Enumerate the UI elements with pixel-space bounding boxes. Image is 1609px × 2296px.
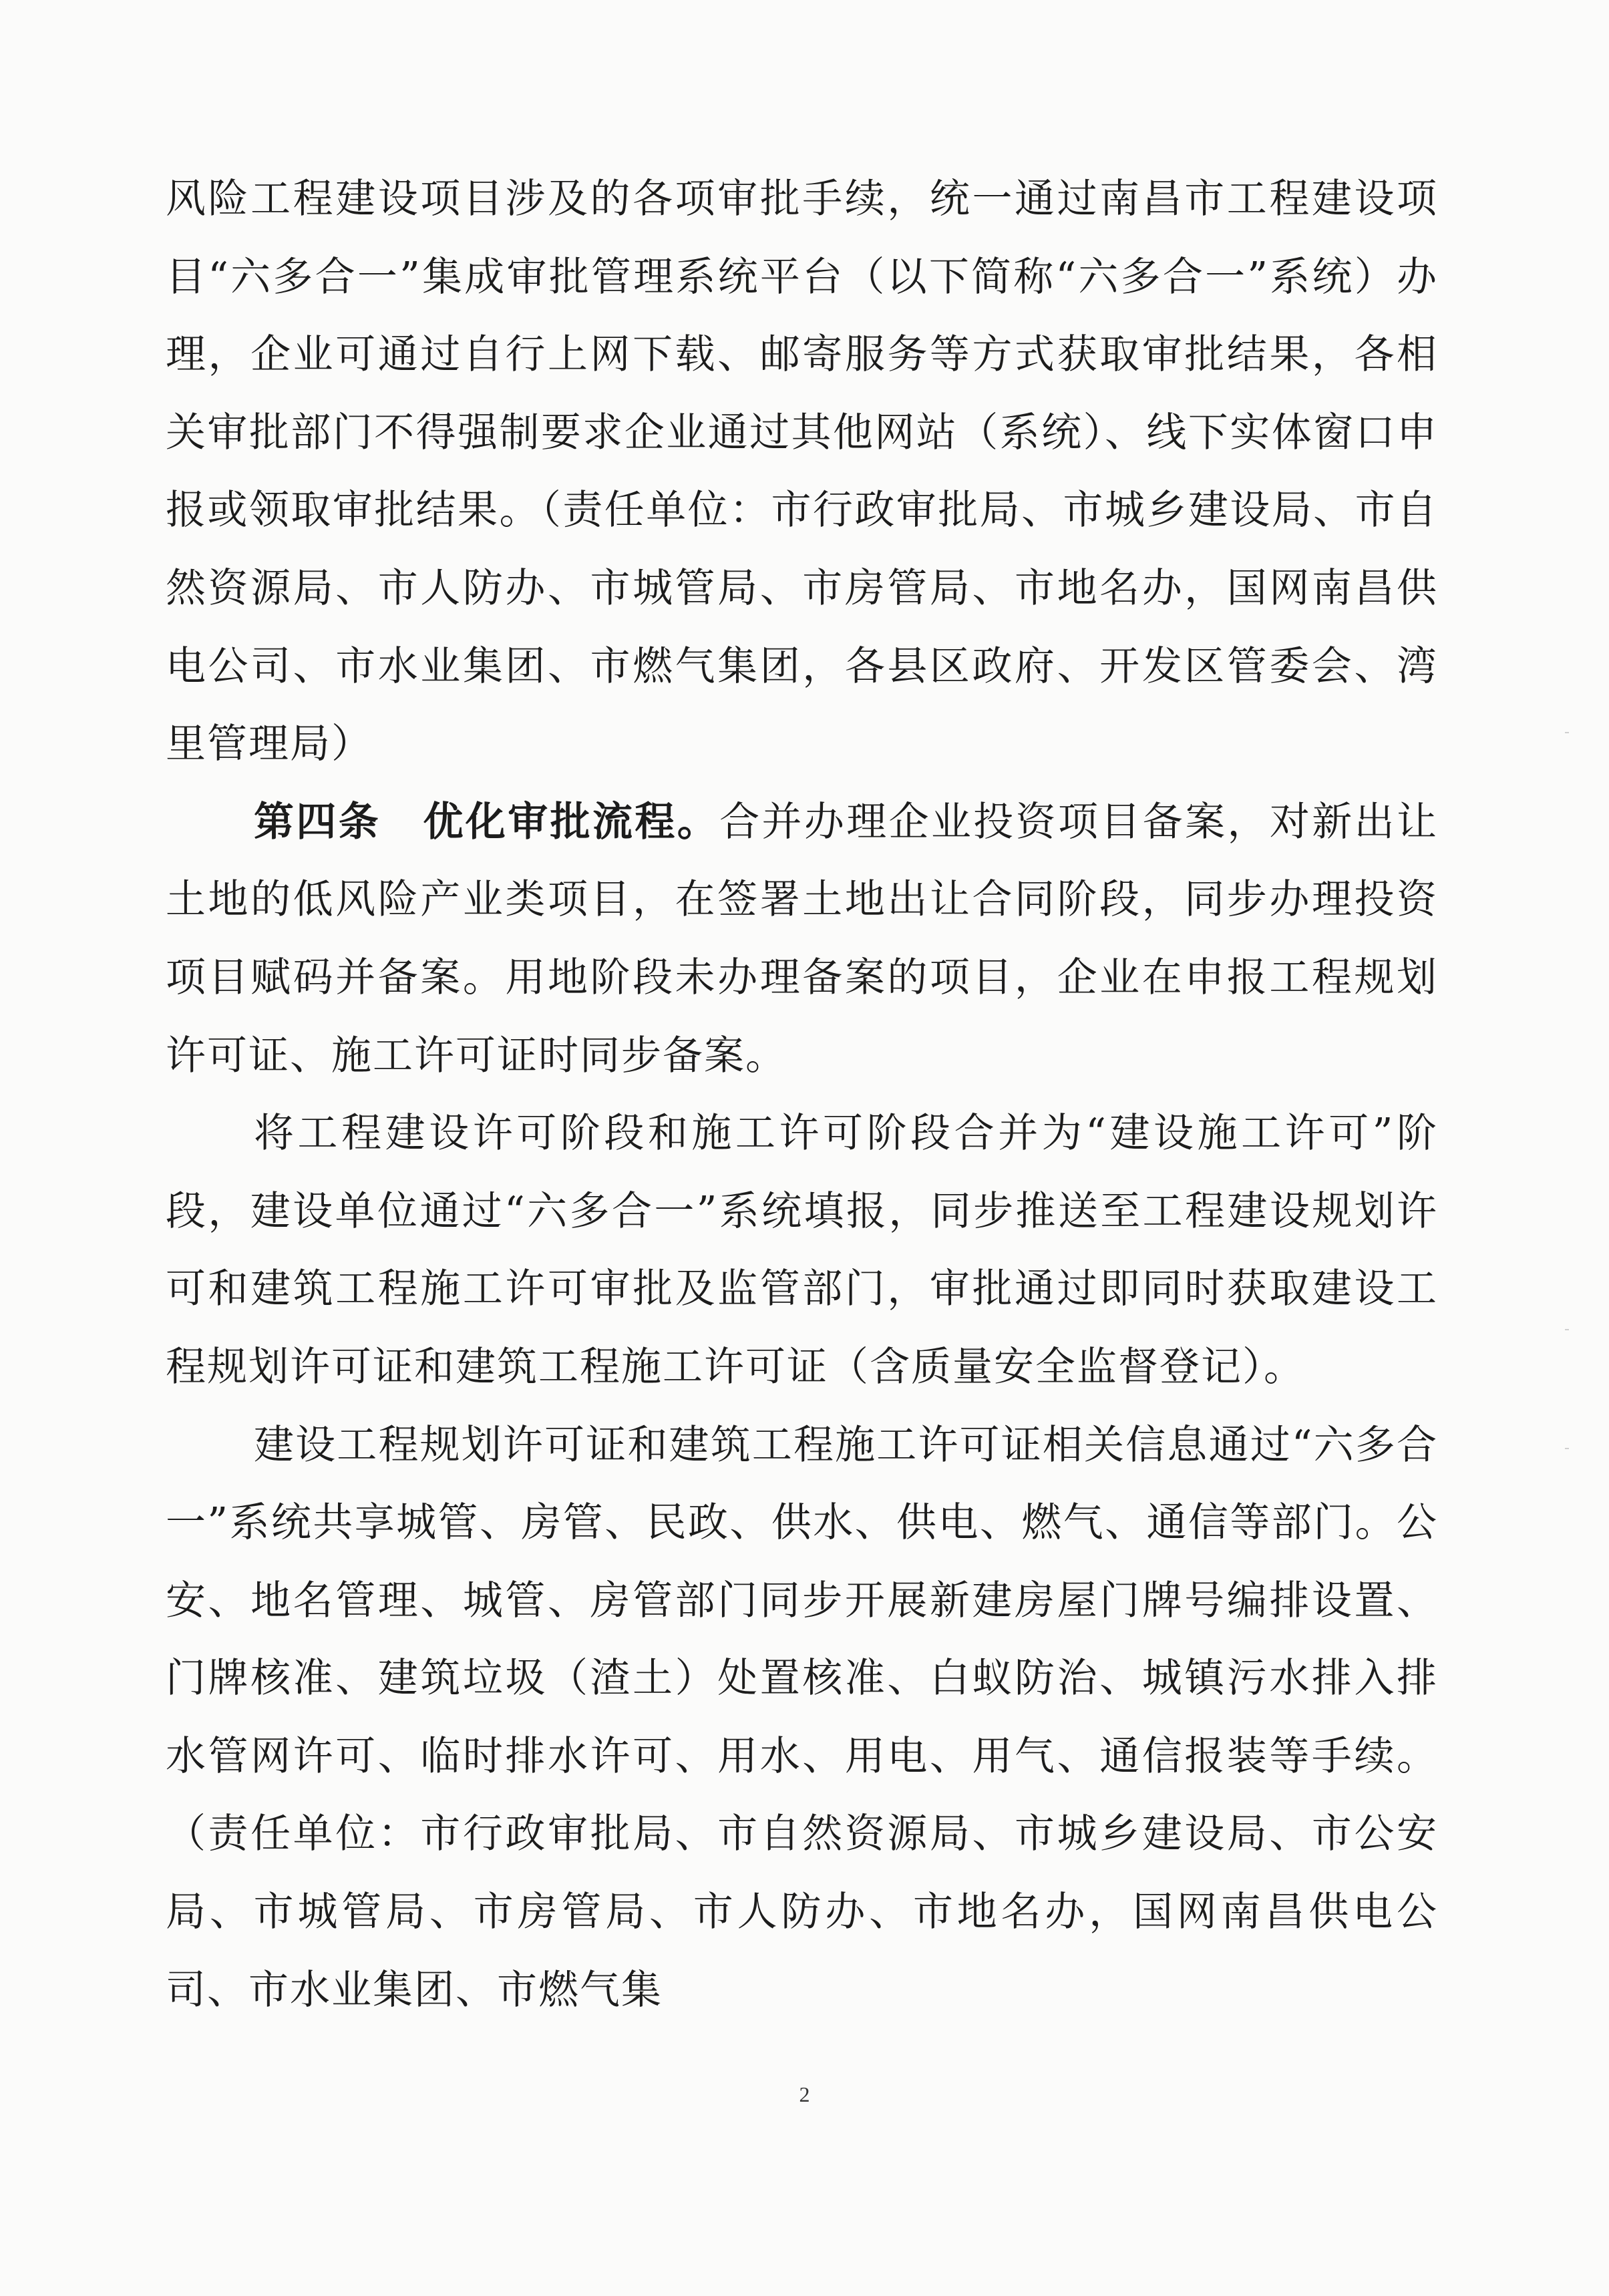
paragraph-merge-stages [166, 1095, 1438, 1406]
scan-speck [1565, 1329, 1569, 1330]
scan-speck [1565, 732, 1569, 733]
paragraph-text: 建设工程规划许可证和建筑工程施工许可证相关信息通过“六多合一”系统共享城管、房管、民政、供水、供电、燃气、通信等部门。公安、地名管理、城管、房管部门同步开展新建房屋门牌号编排设置、门牌核准、建筑垃圾（渣土）处置核准、白蚁防治、城镇污水排入排水管网许可、临时排水许可、用水、用电、用气、通信报装等手续。（责任单位：市行政审批局、市自然资源局、市城乡建设局、市公安局、市城管局、市房管局、市人防办、市地名办，国网南昌供电公司、市水业集团、市燃气集 [166, 1421, 1438, 2014]
paragraph-text: 风险工程建设项目涉及的各项审批手续，统一通过南昌市工程建设项目“六多合一”集成审批管理系统平台（以下简称“六多合一”系统）办理，企业可通过自行上网下载、邮寄服务等方式获取审批结果，各相关审批部门不得强制要求企业通过其他网站（系统）、线下实体窗口申报或领取审批结果。（责任单位：市行政审批局、市城乡建设局、市自然资源局、市人防办、市城管局、市房管局、市地名办，国网南昌供电公司、市水业集团、市燃气集团，各县区政府、开发区管委会、湾里管理局） [166, 176, 1438, 768]
paragraph-continuation [166, 160, 1438, 783]
article-title: 第四条 优化审批流程。 [254, 798, 720, 845]
scan-speck [1565, 1448, 1569, 1449]
paragraph-text: 合并办理企业投资项目备案，对新出让土地的低风险产业类项目，在签署土地出让合同阶段，同步办理投资项目赋码并备案。用地阶段未办理备案的项目，企业在申报工程规划许可证、施工许可证时同步备案。 [166, 798, 1439, 1079]
page-number: 2 [799, 2082, 810, 2106]
document-body [166, 160, 1438, 2029]
paragraph-article-4 [166, 783, 1438, 1095]
paragraph-info-sharing [166, 1406, 1438, 2030]
paragraph-text: 将工程建设许可阶段和施工许可阶段合并为“建设施工许可”阶段，建设单位通过“六多合一”系统填报，同步推送至工程建设规划许可和建筑工程施工许可审批及监管部门，审批通过即同时获取建设工程规划许可证和建筑工程施工许可证（含质量安全监督登记）。 [166, 1110, 1438, 1390]
